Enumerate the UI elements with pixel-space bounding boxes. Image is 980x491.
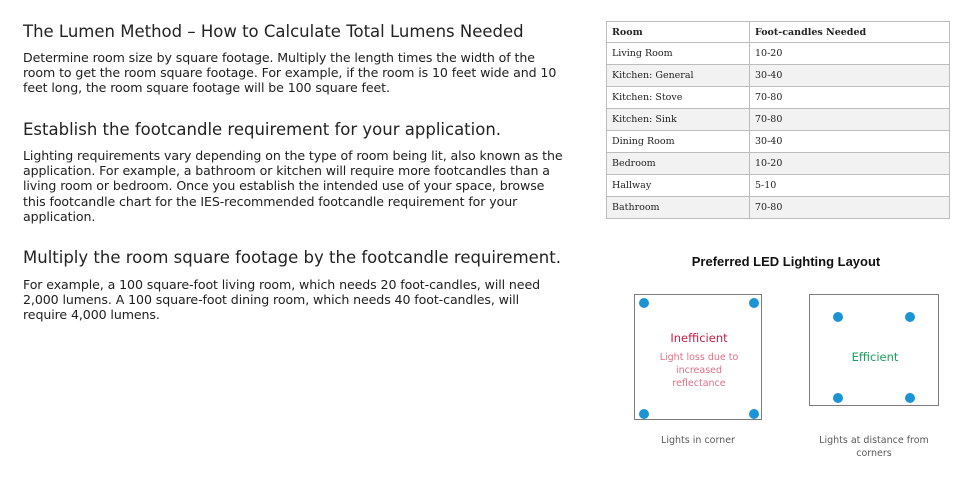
section-title-multiply: Multiply the room square footage by the footcandle requirement. bbox=[23, 248, 561, 267]
footcandle-cell: 30-40 bbox=[750, 65, 950, 87]
room-cell: Kitchen: Sink bbox=[607, 109, 750, 131]
light-dot-icon bbox=[905, 393, 915, 403]
column-header-room: Room bbox=[607, 22, 750, 43]
table-row bbox=[607, 43, 950, 65]
inefficient-layout-room bbox=[634, 294, 762, 420]
footcandle-cell: 70-80 bbox=[750, 87, 950, 109]
room-cell: Bedroom bbox=[607, 153, 750, 175]
inefficient-note: Light loss due to increased reflectance bbox=[659, 352, 739, 389]
light-dot-icon bbox=[749, 409, 759, 419]
section-body-multiply: For example, a 100 square-foot living room, which needs 20 foot-candles, will need 2,000 lumens. A 100 square-foot dining room, which needs 40 foot-candles, will require 4,000 lumens. bbox=[23, 277, 540, 323]
room-cell: Bathroom bbox=[607, 197, 750, 219]
light-dot-icon bbox=[905, 312, 915, 322]
footcandle-table bbox=[606, 21, 950, 219]
footcandle-cell: 10-20 bbox=[750, 153, 950, 175]
efficient-layout-room bbox=[809, 294, 939, 406]
efficient-label: Efficient bbox=[851, 350, 899, 364]
efficient-caption: Lights at distance from corners bbox=[819, 435, 929, 459]
table-row bbox=[607, 175, 950, 197]
table-row bbox=[607, 131, 950, 153]
section-body-room-size: Determine room size by square footage. Multiply the length times the width of the room to get the room square footage. For example, if the room is 10 feet wide and 10 feet long, the room square footage will be 100 square feet. bbox=[23, 50, 557, 96]
light-dot-icon bbox=[639, 409, 649, 419]
table-row bbox=[607, 65, 950, 87]
room-cell: Hallway bbox=[607, 175, 750, 197]
table-header-row bbox=[607, 22, 950, 43]
footcandle-cell: 30-40 bbox=[750, 131, 950, 153]
footcandle-cell: 70-80 bbox=[750, 109, 950, 131]
section-title-footcandle: Establish the footcandle requirement for your application. bbox=[23, 120, 502, 139]
section-body-footcandle: Lighting requirements vary depending on the type of room being lit, also known as the application. For example, a bathroom or kitchen will require more footcandles than a living room or bedroom. Once you establish the intended use of your space, browse this footcandle chart for the IES-recommended footcandle requirement for your application. bbox=[23, 148, 563, 224]
room-cell: Kitchen: Stove bbox=[607, 87, 750, 109]
table-row bbox=[607, 87, 950, 109]
column-header-footcandles: Foot-candles Needed bbox=[750, 22, 950, 43]
layout-diagram-title: Preferred LED Lighting Layout bbox=[691, 254, 881, 269]
footcandle-cell: 5-10 bbox=[750, 175, 950, 197]
light-dot-icon bbox=[639, 298, 649, 308]
section-title-lumen-method: The Lumen Method – How to Calculate Total Lumens Needed bbox=[23, 22, 524, 41]
inefficient-caption: Lights in corner bbox=[661, 435, 735, 446]
room-cell: Kitchen: General bbox=[607, 65, 750, 87]
light-dot-icon bbox=[749, 298, 759, 308]
table-row bbox=[607, 197, 950, 219]
room-cell: Living Room bbox=[607, 43, 750, 65]
table-row bbox=[607, 109, 950, 131]
light-dot-icon bbox=[833, 393, 843, 403]
footcandle-cell: 70-80 bbox=[750, 197, 950, 219]
inefficient-label: Inefficient bbox=[670, 331, 728, 345]
light-dot-icon bbox=[833, 312, 843, 322]
footcandle-cell: 10-20 bbox=[750, 43, 950, 65]
room-cell: Dining Room bbox=[607, 131, 750, 153]
table-row bbox=[607, 153, 950, 175]
